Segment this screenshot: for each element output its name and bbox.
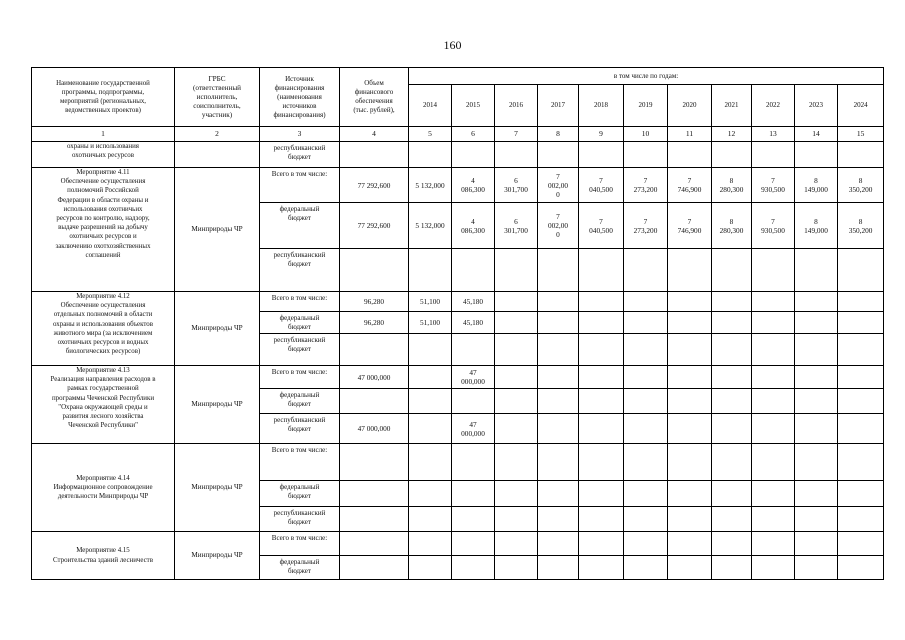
- column-index: 9: [579, 127, 624, 142]
- year-value-2018: [579, 366, 624, 389]
- year-value-2018: [579, 142, 624, 168]
- year-value-2015: 45,180: [452, 292, 495, 312]
- funding-source: республиканский бюджет: [260, 507, 340, 532]
- total-volume: [340, 334, 409, 366]
- year-value-2021: [712, 312, 752, 334]
- year-value-2014: 5 132,000: [409, 203, 452, 249]
- grbs-executor: Минприроды ЧР: [175, 168, 260, 292]
- column-index: 5: [409, 127, 452, 142]
- funding-source: Всего в том числе:: [260, 168, 340, 203]
- year-value-2017: [538, 444, 579, 481]
- year-value-2022: [752, 312, 795, 334]
- funding-source: республиканский бюджет: [260, 414, 340, 444]
- year-value-2020: 7 746,900: [668, 168, 712, 203]
- funding-source: Всего в том числе:: [260, 366, 340, 389]
- year-value-2022: [752, 142, 795, 168]
- year-value-2019: [624, 556, 668, 580]
- year-value-2023: [795, 142, 838, 168]
- year-value-2016: [495, 312, 538, 334]
- year-value-2018: [579, 507, 624, 532]
- year-value-2020: [668, 556, 712, 580]
- year-value-2023: 8 149,000: [795, 168, 838, 203]
- year-value-2017: [538, 414, 579, 444]
- year-value-2019: [624, 444, 668, 481]
- year-value-2014: [409, 556, 452, 580]
- year-value-2018: [579, 414, 624, 444]
- funding-source: республиканский бюджет: [260, 334, 340, 366]
- total-volume: [340, 142, 409, 168]
- measure-name: Мероприятие 4.13 Реализация направления расходов в рамках государственной программы Чеченской Республики "Охрана окружающей среды и развития лесного хозяйства Чеченской Республики": [32, 366, 175, 444]
- year-value-2019: [624, 414, 668, 444]
- year-value-2022: [752, 334, 795, 366]
- year-value-2023: [795, 389, 838, 414]
- year-value-2020: [668, 532, 712, 556]
- year-value-2021: [712, 366, 752, 389]
- total-volume: [340, 481, 409, 507]
- header-grbs: ГРБС (ответственный исполнитель, соисполнитель, участник): [175, 68, 260, 127]
- header-year-2019: 2019: [624, 85, 668, 127]
- year-value-2021: [712, 334, 752, 366]
- year-value-2014: [409, 481, 452, 507]
- year-value-2024: [838, 334, 884, 366]
- total-volume: 47 000,000: [340, 366, 409, 389]
- year-value-2020: [668, 249, 712, 292]
- year-value-2018: [579, 312, 624, 334]
- year-value-2017: [538, 366, 579, 389]
- year-value-2021: [712, 292, 752, 312]
- year-value-2015: [452, 507, 495, 532]
- year-value-2023: [795, 334, 838, 366]
- table-row: [32, 444, 884, 481]
- year-value-2017: [538, 389, 579, 414]
- year-value-2020: [668, 366, 712, 389]
- header-year-2021: 2021: [712, 85, 752, 127]
- year-value-2021: [712, 142, 752, 168]
- year-value-2024: 8 350,200: [838, 203, 884, 249]
- year-value-2014: [409, 142, 452, 168]
- header-year-2016: 2016: [495, 85, 538, 127]
- year-value-2023: [795, 312, 838, 334]
- table-row: [32, 292, 884, 312]
- header-year-2017: 2017: [538, 85, 579, 127]
- year-value-2017: [538, 334, 579, 366]
- column-index: 8: [538, 127, 579, 142]
- measure-name: охраны и использования охотничьих ресурсов: [32, 142, 175, 168]
- year-value-2020: [668, 481, 712, 507]
- measure-name: Мероприятие 4.11 Обеспечение осуществления полномочий Российской Федерации в области охраны и использования охотничьих ресурсов по контролю, надзору, выдаче разрешений на добычу охотничьих ресурсов и заключению охотхозяйственных соглашений: [32, 168, 175, 292]
- year-value-2017: [538, 312, 579, 334]
- header-year-2023: 2023: [795, 85, 838, 127]
- year-value-2019: [624, 532, 668, 556]
- year-value-2024: [838, 292, 884, 312]
- funding-source: федеральный бюджет: [260, 203, 340, 249]
- year-value-2022: [752, 366, 795, 389]
- column-index: 6: [452, 127, 495, 142]
- year-value-2015: [452, 249, 495, 292]
- year-value-2016: 6 301,700: [495, 203, 538, 249]
- year-value-2024: [838, 142, 884, 168]
- year-value-2017: [538, 481, 579, 507]
- column-index: 10: [624, 127, 668, 142]
- year-value-2024: [838, 532, 884, 556]
- year-value-2018: [579, 556, 624, 580]
- year-value-2023: [795, 532, 838, 556]
- year-value-2016: [495, 292, 538, 312]
- funding-source: федеральный бюджет: [260, 389, 340, 414]
- year-value-2021: [712, 414, 752, 444]
- header-row-top: [32, 68, 884, 85]
- year-value-2016: [495, 414, 538, 444]
- year-value-2015: 47 000,000: [452, 414, 495, 444]
- column-index: 2: [175, 127, 260, 142]
- funding-source: Всего в том числе:: [260, 292, 340, 312]
- year-value-2014: [409, 444, 452, 481]
- year-value-2014: [409, 532, 452, 556]
- year-value-2017: [538, 249, 579, 292]
- year-value-2024: [838, 481, 884, 507]
- table-body: [32, 142, 884, 580]
- total-volume: [340, 249, 409, 292]
- year-value-2018: [579, 444, 624, 481]
- year-value-2014: 5 132,000: [409, 168, 452, 203]
- year-value-2020: [668, 507, 712, 532]
- year-value-2024: 8 350,200: [838, 168, 884, 203]
- year-value-2020: [668, 389, 712, 414]
- year-value-2017: [538, 507, 579, 532]
- year-value-2019: [624, 334, 668, 366]
- year-value-2016: [495, 366, 538, 389]
- year-value-2019: [624, 312, 668, 334]
- year-value-2018: 7 040,500: [579, 203, 624, 249]
- year-value-2018: [579, 532, 624, 556]
- year-value-2016: [495, 556, 538, 580]
- year-value-2016: [495, 532, 538, 556]
- measure-name: Мероприятие 4.14 Информационное сопровождение деятельности Минприроды ЧР: [32, 444, 175, 532]
- year-value-2022: [752, 249, 795, 292]
- year-value-2022: 7 930,500: [752, 168, 795, 203]
- year-value-2024: [838, 389, 884, 414]
- year-value-2019: [624, 142, 668, 168]
- year-value-2020: [668, 312, 712, 334]
- year-value-2024: [838, 556, 884, 580]
- year-value-2014: [409, 507, 452, 532]
- funding-source: республиканский бюджет: [260, 142, 340, 168]
- year-value-2017: [538, 556, 579, 580]
- year-value-2014: 51,100: [409, 312, 452, 334]
- table-row: [32, 142, 884, 168]
- year-value-2021: [712, 532, 752, 556]
- year-value-2019: [624, 249, 668, 292]
- year-value-2015: 4 086,300: [452, 203, 495, 249]
- year-value-2024: [838, 249, 884, 292]
- total-volume: [340, 532, 409, 556]
- grbs-executor: Минприроды ЧР: [175, 366, 260, 444]
- column-index: 11: [668, 127, 712, 142]
- year-value-2024: [838, 414, 884, 444]
- total-volume: [340, 444, 409, 481]
- year-value-2018: [579, 389, 624, 414]
- header-year-2022: 2022: [752, 85, 795, 127]
- measure-name: Мероприятие 4.12 Обеспечение осуществления отдельных полномочий в области охраны и использования объектов животного мира (за исключением охотничьих ресурсов и водных биологических ресурсов): [32, 292, 175, 366]
- year-value-2023: [795, 249, 838, 292]
- page-number: 160: [443, 38, 462, 52]
- year-value-2015: [452, 334, 495, 366]
- funding-source: Всего в том числе:: [260, 532, 340, 556]
- header-index-row: [32, 127, 884, 142]
- year-value-2020: 7 746,900: [668, 203, 712, 249]
- year-value-2017: 7 002,00 0: [538, 168, 579, 203]
- column-index: 7: [495, 127, 538, 142]
- year-value-2021: [712, 556, 752, 580]
- year-value-2023: [795, 444, 838, 481]
- grbs-executor: Минприроды ЧР: [175, 444, 260, 532]
- header-name: Наименование государственной программы, подпрограммы, мероприятий (региональных, ведомственных проектов): [32, 68, 175, 127]
- year-value-2014: [409, 249, 452, 292]
- header-volume: Объем финансового обеспечения (тыс. рублей),: [340, 68, 409, 127]
- year-value-2022: [752, 292, 795, 312]
- year-value-2023: [795, 366, 838, 389]
- column-index: 12: [712, 127, 752, 142]
- year-value-2016: 6 301,700: [495, 168, 538, 203]
- year-value-2022: [752, 556, 795, 580]
- year-value-2015: [452, 444, 495, 481]
- total-volume: 96,280: [340, 312, 409, 334]
- year-value-2020: [668, 334, 712, 366]
- year-value-2020: [668, 292, 712, 312]
- year-value-2016: [495, 481, 538, 507]
- total-volume: 77 292,600: [340, 203, 409, 249]
- year-value-2015: [452, 142, 495, 168]
- year-value-2024: [838, 366, 884, 389]
- year-value-2018: 7 040,500: [579, 168, 624, 203]
- year-value-2018: [579, 292, 624, 312]
- year-value-2016: [495, 507, 538, 532]
- year-value-2017: [538, 142, 579, 168]
- year-value-2023: [795, 292, 838, 312]
- year-value-2014: 51,100: [409, 292, 452, 312]
- year-value-2017: [538, 532, 579, 556]
- year-value-2016: [495, 334, 538, 366]
- year-value-2018: [579, 334, 624, 366]
- column-index: 4: [340, 127, 409, 142]
- year-value-2024: [838, 312, 884, 334]
- column-index: 14: [795, 127, 838, 142]
- table-row: [32, 168, 884, 203]
- year-value-2023: [795, 481, 838, 507]
- year-value-2016: [495, 249, 538, 292]
- funding-source: республиканский бюджет: [260, 249, 340, 292]
- year-value-2020: [668, 142, 712, 168]
- table-row: [32, 366, 884, 389]
- year-value-2019: 7 273,200: [624, 168, 668, 203]
- year-value-2020: [668, 444, 712, 481]
- column-index: 3: [260, 127, 340, 142]
- year-value-2021: [712, 249, 752, 292]
- year-value-2015: [452, 389, 495, 414]
- total-volume: [340, 507, 409, 532]
- year-value-2021: [712, 444, 752, 481]
- year-value-2016: [495, 142, 538, 168]
- year-value-2021: [712, 481, 752, 507]
- year-value-2014: [409, 366, 452, 389]
- year-value-2020: [668, 414, 712, 444]
- year-value-2021: [712, 507, 752, 532]
- column-index: 1: [32, 127, 175, 142]
- grbs-executor: Минприроды ЧР: [175, 292, 260, 366]
- year-value-2014: [409, 334, 452, 366]
- year-value-2024: [838, 507, 884, 532]
- year-value-2018: [579, 481, 624, 507]
- year-value-2019: [624, 292, 668, 312]
- year-value-2015: 45,180: [452, 312, 495, 334]
- year-value-2014: [409, 389, 452, 414]
- year-value-2019: [624, 366, 668, 389]
- year-value-2016: [495, 444, 538, 481]
- header-year-2018: 2018: [579, 85, 624, 127]
- column-index: 13: [752, 127, 795, 142]
- funding-source: Всего в том числе:: [260, 444, 340, 481]
- column-index: 15: [838, 127, 884, 142]
- measure-name: Мероприятие 4.15 Строительства зданий лесничеств: [32, 532, 175, 580]
- year-value-2024: [838, 444, 884, 481]
- total-volume: 77 292,600: [340, 168, 409, 203]
- grbs-executor: Минприроды ЧР: [175, 532, 260, 580]
- year-value-2015: [452, 556, 495, 580]
- year-value-2015: [452, 532, 495, 556]
- year-value-2018: [579, 249, 624, 292]
- year-value-2021: [712, 389, 752, 414]
- total-volume: [340, 556, 409, 580]
- year-value-2016: [495, 389, 538, 414]
- funding-source: федеральный бюджет: [260, 312, 340, 334]
- budget-table: [31, 67, 884, 580]
- year-value-2022: [752, 414, 795, 444]
- header-year-2014: 2014: [409, 85, 452, 127]
- year-value-2017: 7 002,00 0: [538, 203, 579, 249]
- grbs-executor: [175, 142, 260, 168]
- year-value-2021: 8 280,300: [712, 168, 752, 203]
- year-value-2019: 7 273,200: [624, 203, 668, 249]
- year-value-2015: [452, 481, 495, 507]
- year-value-2017: [538, 292, 579, 312]
- year-value-2023: [795, 556, 838, 580]
- header-source: Источник финансирования (наименования источников финансирования): [260, 68, 340, 127]
- year-value-2022: [752, 389, 795, 414]
- total-volume: 47 000,000: [340, 414, 409, 444]
- table-row: [32, 532, 884, 556]
- year-value-2014: [409, 414, 452, 444]
- year-value-2019: [624, 507, 668, 532]
- year-value-2019: [624, 389, 668, 414]
- total-volume: 96,280: [340, 292, 409, 312]
- year-value-2022: [752, 507, 795, 532]
- funding-source: федеральный бюджет: [260, 556, 340, 580]
- header-year-2015: 2015: [452, 85, 495, 127]
- year-value-2022: 7 930,500: [752, 203, 795, 249]
- year-value-2022: [752, 481, 795, 507]
- header-year-2020: 2020: [668, 85, 712, 127]
- year-value-2015: 47 000,000: [452, 366, 495, 389]
- header-year-2024: 2024: [838, 85, 884, 127]
- year-value-2023: [795, 507, 838, 532]
- year-value-2015: 4 086,300: [452, 168, 495, 203]
- total-volume: [340, 389, 409, 414]
- year-value-2022: [752, 444, 795, 481]
- year-value-2019: [624, 481, 668, 507]
- year-value-2023: 8 149,000: [795, 203, 838, 249]
- year-value-2021: 8 280,300: [712, 203, 752, 249]
- header-years-title: в том числе по годам:: [409, 68, 884, 85]
- year-value-2022: [752, 532, 795, 556]
- year-value-2023: [795, 414, 838, 444]
- funding-source: федеральный бюджет: [260, 481, 340, 507]
